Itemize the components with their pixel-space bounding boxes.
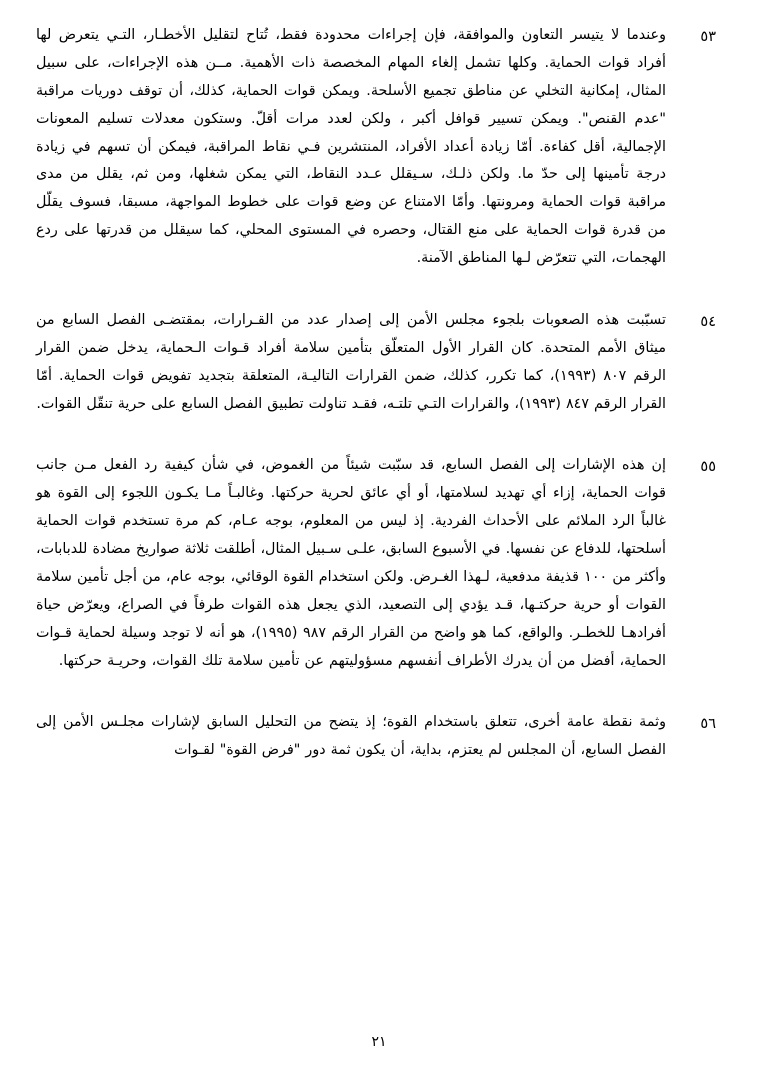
paragraph-text: وثمة نقطة عامة أخرى، تتعلق باستخدام القوة؛ إذ يتضح من التحليل السابق لإشارات مجلـس الأمن إلى الفصل السابع، أن المجلس لم يعتزم، بداية، أن يكون ثمة دور "فرض القوة" لقـوات: [36, 714, 666, 759]
paragraph-53: [36, 22, 716, 273]
paragraph-number: ٥٥: [700, 459, 716, 476]
page-number: ٢١: [371, 1034, 387, 1050]
paragraph-56: [36, 709, 716, 765]
paragraph-55: [36, 452, 716, 675]
paragraph-number: ٥٤: [700, 313, 716, 330]
paragraph-54: [36, 307, 716, 419]
paragraph-number: ٥٦: [700, 716, 716, 733]
paragraph-text: إن هذه الإشارات إلى الفصل السابع، قد سبّبت شيئاً من الغموض، في شأن كيفية رد الفعل مـن جانب قوات الحماية، إزاء أي تهديد لسلامتها، أو أي عائق لحرية حركتها. وغالبـاً مـا يكـون اللجوء إلى القوة هو غالباً الرد الملائم على الأحداث الفردية. إذ ليس من المعلوم، بوجه عـام، كم مرة تستخدم قوات الحماية أسلحتها، للدفاع عن نفسها. في الأسبوع السابق، علـى سـبيل المثال، أطلقت ثلاثة صواريخ مضادة للدبابات، وأكثر من ١٠٠ قذيفة مدفعية، لـهذا الغـرض. ولكن استخدام القوة الوقائي، بوجه عام، من أجل تأمين سلامة القوات أو حرية حركتـها، قـد يؤدي إلى التصعيد، الذي يجعل هذه القوات طرفاً في الصراع، ويعرّض حياة أفرادهـا للخطـر. والواقع، كما هو واضح من القرار الرقم ٩٨٧ (١٩٩٥)، هو أنه لا توجد وسيلة لحماية قـوات الحماية، أفضل من أن يدرك الأطراف أنفسهم مسؤوليتهم عن تأمين سلامة تلك القوات، وحريـة حركتها.: [36, 457, 666, 669]
paragraph-text: وعندما لا يتيسر التعاون والموافقة، فإن إجراءات محدودة فقط، تُتاح لتقليل الأخطـار، التـي يتعرض لها أفراد قوات الحماية. وكلها تشمل إلغاء المهام المخصصة ذات الأهمية. مــن هذه الإجراءات، على سبيل المثال، إمكانية التخلي عن مناطق تجميع الأسلحة. ويمكن قوات الحماية، كذلك، أن توقف دوريات مراقبة "عدم القنص". ويمكن تسيير قوافل أكبر ، ولكن لعدد مرات أقلّ. وستكون معدلات تسليم المعونات الإجمالية، أقل كفاءة. أمّا زيادة أعداد الأفراد، المنتشرين فـي نقاط المراقبة، فيمكن أن تسهم في زيادة درجة تأمينها إلى حدّ ما. ولكن ذلـك، سـيقلل عـدد النقاط، التي يمكن شغلها، ومن ثم، يقلل من مدى مراقبة قوات الحماية ومرونتها. وأمّا الامتناع عن وضع قوات على خطوط المواجهة، مسبقا، فسوف يقلّل من قدرة قوات الحماية على منع القتال، وحصره في المستوى المحلي، كما سيقلل من قدرتها على ردع الهجمات، التي تتعرّض لـها المناطق الآمنة.: [36, 27, 666, 266]
page-content: [36, 22, 716, 799]
paragraph-number: ٥٣: [700, 29, 716, 45]
paragraph-text: تسبّبت هذه الصعوبات بلجوء مجلس الأمن إلى إصدار عدد من القـرارات، بمقتضـى الفصل السابع من ميثاق الأمم المتحدة. كان القرار الأول المتعلّق بتأمين سلامة أفراد قـوات الـحماية، يدخل ضمن القرار الرقم ٨٠٧ (١٩٩٣)، كما تكرر، كذلك، ضمن القرارات التاليـة، المتعلقة بتجديد تفويض قوات الحماية. أمّا القرار الرقم ٨٤٧ (١٩٩٣)، والقرارات التـي تلتـه، فقـد تناولت تطبيق الفصل السابع على حرية تنقّل القوات.: [36, 311, 666, 412]
